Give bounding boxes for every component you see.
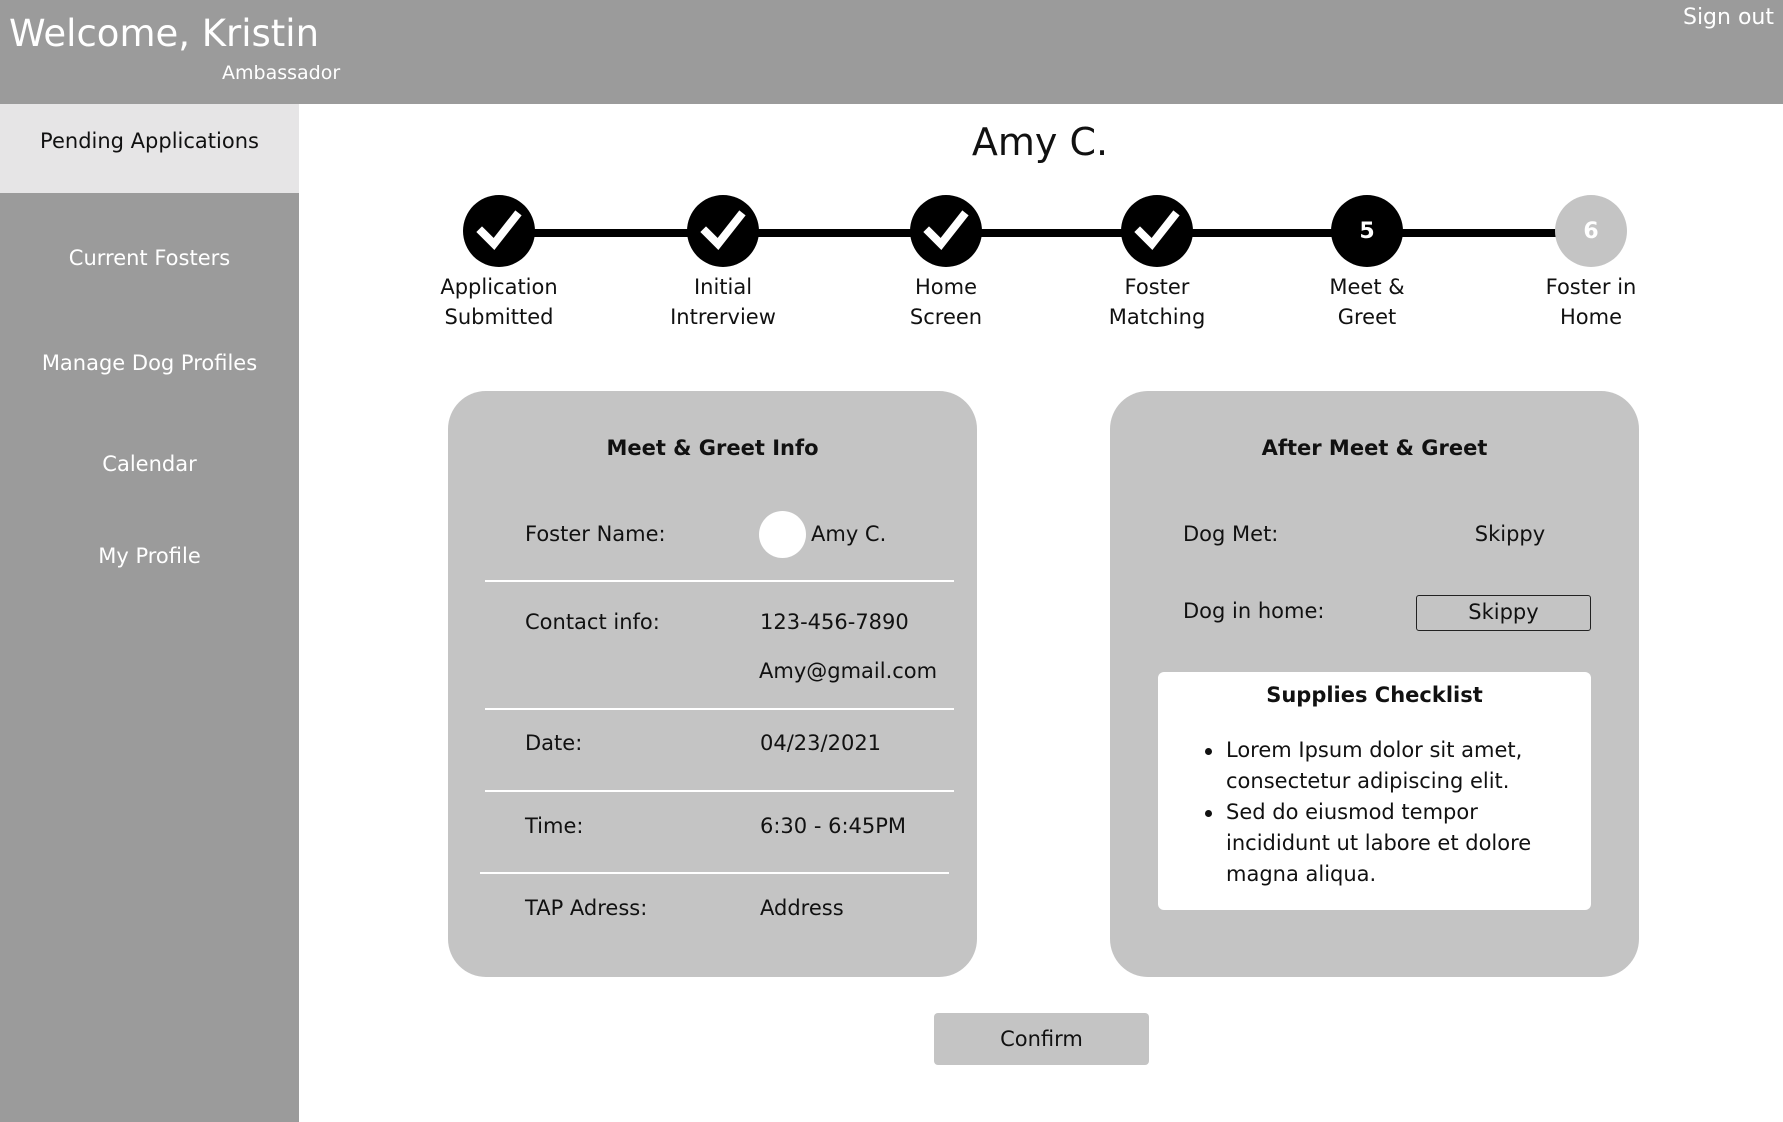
foster-name-value: Amy C. [811,522,887,546]
sidebar-item-current-fosters[interactable]: Current Fosters [68,246,231,270]
check-icon [687,195,759,267]
check-icon [910,195,982,267]
checklist-items [1226,735,1566,890]
applicant-name: Amy C. [971,120,1109,164]
dog-in-home-select[interactable]: Skippy [1416,595,1591,631]
step-label: Foster in Home [1545,275,1637,329]
divider [480,872,949,874]
time-value: 6:30 - 6:45PM [760,814,907,838]
step-label: Initial Intrerview [670,275,776,329]
time-label: Time: [525,814,584,838]
supplies-checklist [1158,672,1591,910]
after-meet-greet-card [1110,391,1639,977]
progress-step-foster-in-home [1501,195,1681,332]
progress-step-initial-interview [633,195,813,332]
sidebar-item-calendar[interactable]: Calendar [102,452,197,476]
step-number-pending: 6 [1555,195,1627,267]
step-label: Application Submitted [440,275,558,329]
contact-info-label: Contact info: [525,610,660,634]
step-label: Meet & Greet [1329,275,1405,329]
sign-out-link[interactable]: Sign out [1682,5,1774,30]
date-value: 04/23/2021 [760,731,882,755]
dog-in-home-label: Dog in home: [1183,599,1325,623]
dog-met-label: Dog Met: [1183,522,1279,546]
welcome-message: Welcome, Kristin [9,12,320,55]
progress-step-foster-matching [1067,195,1247,332]
contact-email: Amy@gmail.com [759,659,938,683]
tap-address-label: TAP Adress: [525,896,648,920]
check-icon [1121,195,1193,267]
sidebar-item-manage-dog-profiles[interactable]: Manage Dog Profiles [41,351,258,375]
card-title: Meet & Greet Info [606,436,819,460]
top-header [0,0,1783,104]
tap-address-value: Address [760,896,844,920]
sidebar-item-pending-applications[interactable]: Pending Applications [0,104,299,193]
sidebar [0,104,299,1122]
check-icon [463,195,535,267]
user-role: Ambassador [222,62,341,84]
date-label: Date: [525,731,583,755]
list-item: Sed do eiusmod tempor incididunt ut labore et dolore magna aliqua. [1226,797,1566,890]
list-item: Lorem Ipsum dolor sit amet, consectetur adipiscing elit. [1226,735,1566,797]
divider [485,790,954,792]
meet-greet-info-card [448,391,977,977]
avatar [759,511,806,558]
contact-phone: 123-456-7890 [760,610,909,634]
dog-met-value: Skippy [1474,522,1546,546]
card-title: After Meet & Greet [1261,436,1488,460]
step-label: Foster Matching [1108,275,1206,329]
progress-step-meet-and-greet [1277,195,1457,332]
divider [485,708,954,710]
foster-name-label: Foster Name: [525,522,666,546]
sidebar-item-my-profile[interactable]: My Profile [98,544,201,568]
progress-step-home-screen [856,195,1036,332]
step-label: Home Screen [909,275,983,329]
checklist-title: Supplies Checklist [1266,683,1483,707]
step-number-current: 5 [1331,195,1403,267]
progress-step-application-submitted [409,195,589,332]
confirm-button[interactable]: Confirm [934,1013,1149,1065]
divider [485,580,954,582]
